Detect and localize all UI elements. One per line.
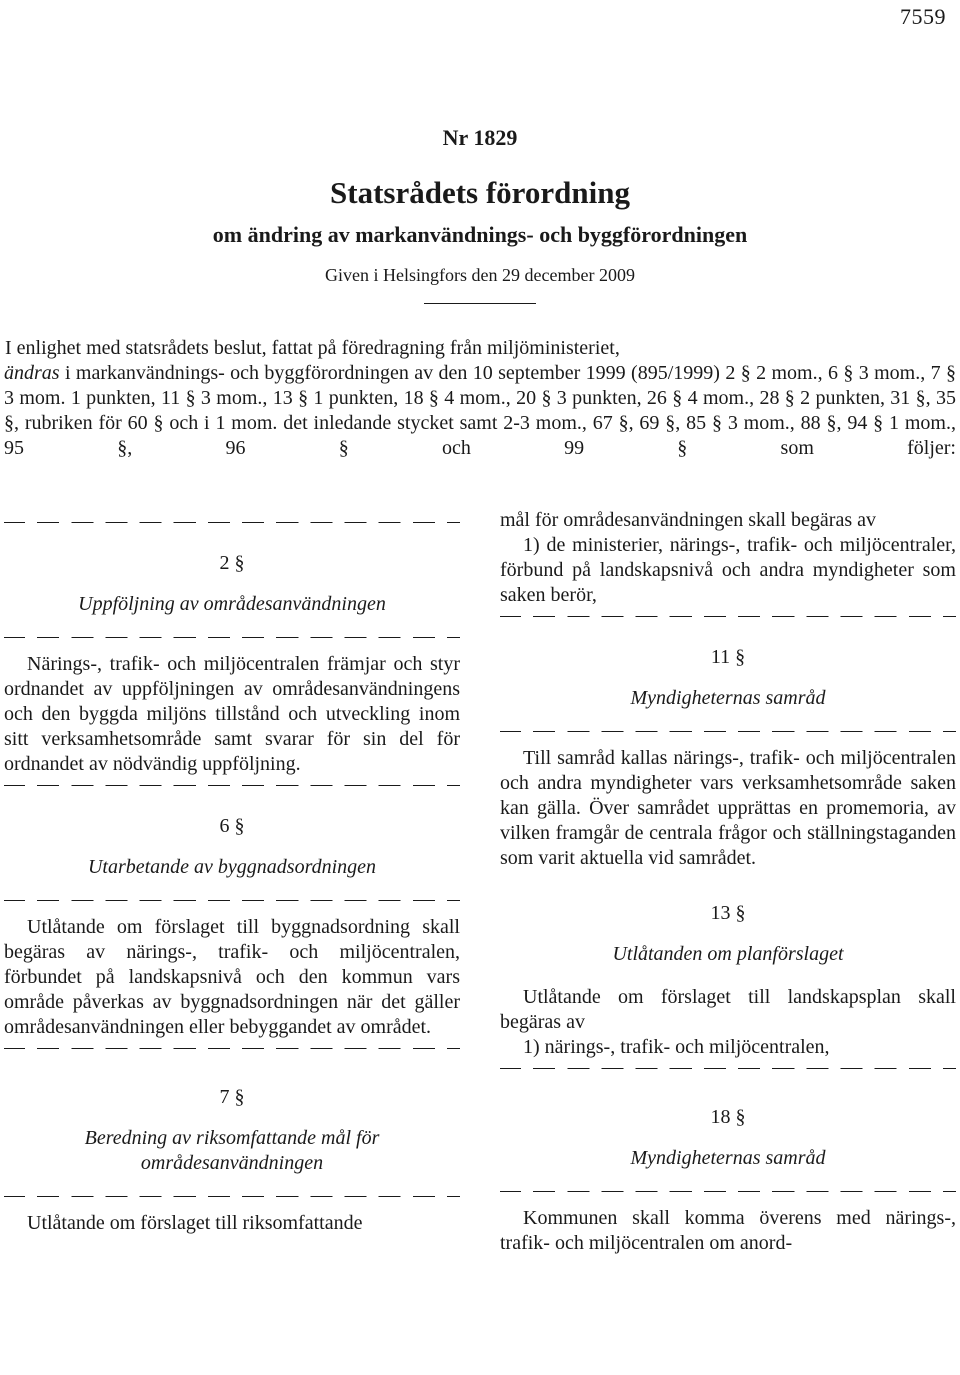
omission-dashes <box>500 1191 956 1192</box>
section-18-heading: 18 § <box>710 1106 746 1128</box>
page-number: 7559 <box>900 4 946 29</box>
section-13-item-1: 1) närings-, trafik- och miljöcentralen, <box>523 1036 830 1058</box>
document-subtitle: om ändring av markanvändnings- och byggförordningen <box>212 222 748 247</box>
section-7-text: Utlåtande om förslaget till riksomfattande <box>27 1212 363 1234</box>
omission-dashes <box>4 522 460 523</box>
right-column <box>500 508 956 1256</box>
omission-dashes <box>4 785 460 786</box>
section-11-heading: 11 § <box>710 646 746 668</box>
statute-number: Nr 1829 <box>442 125 518 150</box>
omission-dashes <box>500 731 956 732</box>
omission-dashes <box>4 900 460 901</box>
intro-andras: ändras <box>4 362 60 384</box>
continued-text: mål för områdesanvändningen skall begäras av <box>500 509 876 531</box>
section-7-title: Beredning av riksomfattande mål för områdesanvändningen <box>84 1127 380 1174</box>
section-2-title: Uppföljning av områdesanvändningen <box>78 593 386 615</box>
section-2-heading: 2 § <box>219 552 245 574</box>
given-date: Given i Helsingfors den 29 december 2009 <box>325 265 635 285</box>
section-13-heading: 13 § <box>710 902 746 924</box>
section-18-text: Kommunen skall komma överens med närings-, trafik- och miljöcentralen om anord- <box>500 1207 956 1254</box>
intro-body <box>4 361 956 461</box>
document-header <box>0 124 960 304</box>
document-title: Statsrådets förordning <box>330 175 630 210</box>
intro-paragraph <box>4 336 956 461</box>
omission-dashes <box>4 1196 460 1197</box>
intro-line-1: I enlighet med statsrådets beslut, fattat på föredragning från miljöministeriet, <box>5 337 620 359</box>
header-rule <box>424 303 536 304</box>
section-11-text: Till samråd kallas närings-, trafik- och miljöcentralen och andra myndigheter vars verksamhetsområde saken kan gälla. Över samrådet upprättas en promemoria, av vilken framgår de centrala frågor och ställningstaganden som varit aktuella vid samrådet. <box>500 747 956 869</box>
section-18-title: Myndigheternas samråd <box>630 1147 826 1169</box>
section-6-text: Utlåtande om förslaget till byggnadsordning skall begäras av närings-, trafik- och miljöcentralen, förbundet på landskapsnivå och den kommun vars område påverkas av byggnadsordningen när det gäller områdesanvändningen eller bebyggandet av området. <box>4 916 460 1038</box>
section-13-title: Utlåtanden om planförslaget <box>612 943 844 965</box>
continued-item-1: 1) de ministerier, närings-, trafik- och miljöcentraler, förbund på landskapsnivå och andra myndigheter som saken berör, <box>500 534 956 606</box>
omission-dashes <box>500 616 956 617</box>
intro-rest: i markanvändnings- och byggförordningen av den 10 september 1999 (895/1999) 2 § 2 mom., 6 § 3 mom., 7 § 3 mom. 1 punkten, 11 § 3 mom., 13 § 1 punkten, 18 § 4 mom., 20 § 3 punkten, 26 § 4 mom., 28 § 2 punkten, 31 §, 35 §, rubriken för 60 § och i 1 mom. det inledande stycket samt 2-3 mom., 67 §, 69 §, 85 § 3 mom., 88 §, 94 § 1 mom., 95 §, 96 § och 99 § som följer: <box>4 362 956 459</box>
section-6-heading: 6 § <box>219 815 245 837</box>
section-6-title: Utarbetande av byggnadsordningen <box>87 856 377 878</box>
section-7-heading: 7 § <box>219 1086 245 1108</box>
section-2-text: Närings-, trafik- och miljöcentralen främjar och styr ordnandet av uppföljningen av områdesanvändningens och den byggda miljöns tillstånd och utveckling inom sitt verksamhetsområde samt svarar för sin del för ordnandet av nödvändig uppföljning. <box>4 653 460 775</box>
section-11-title: Myndigheternas samråd <box>630 687 826 709</box>
omission-dashes <box>4 1048 460 1049</box>
omission-dashes <box>500 1068 956 1069</box>
omission-dashes <box>4 637 460 638</box>
section-13-text: Utlåtande om förslaget till landskapsplan skall begäras av <box>500 986 956 1033</box>
left-column <box>4 508 460 1236</box>
